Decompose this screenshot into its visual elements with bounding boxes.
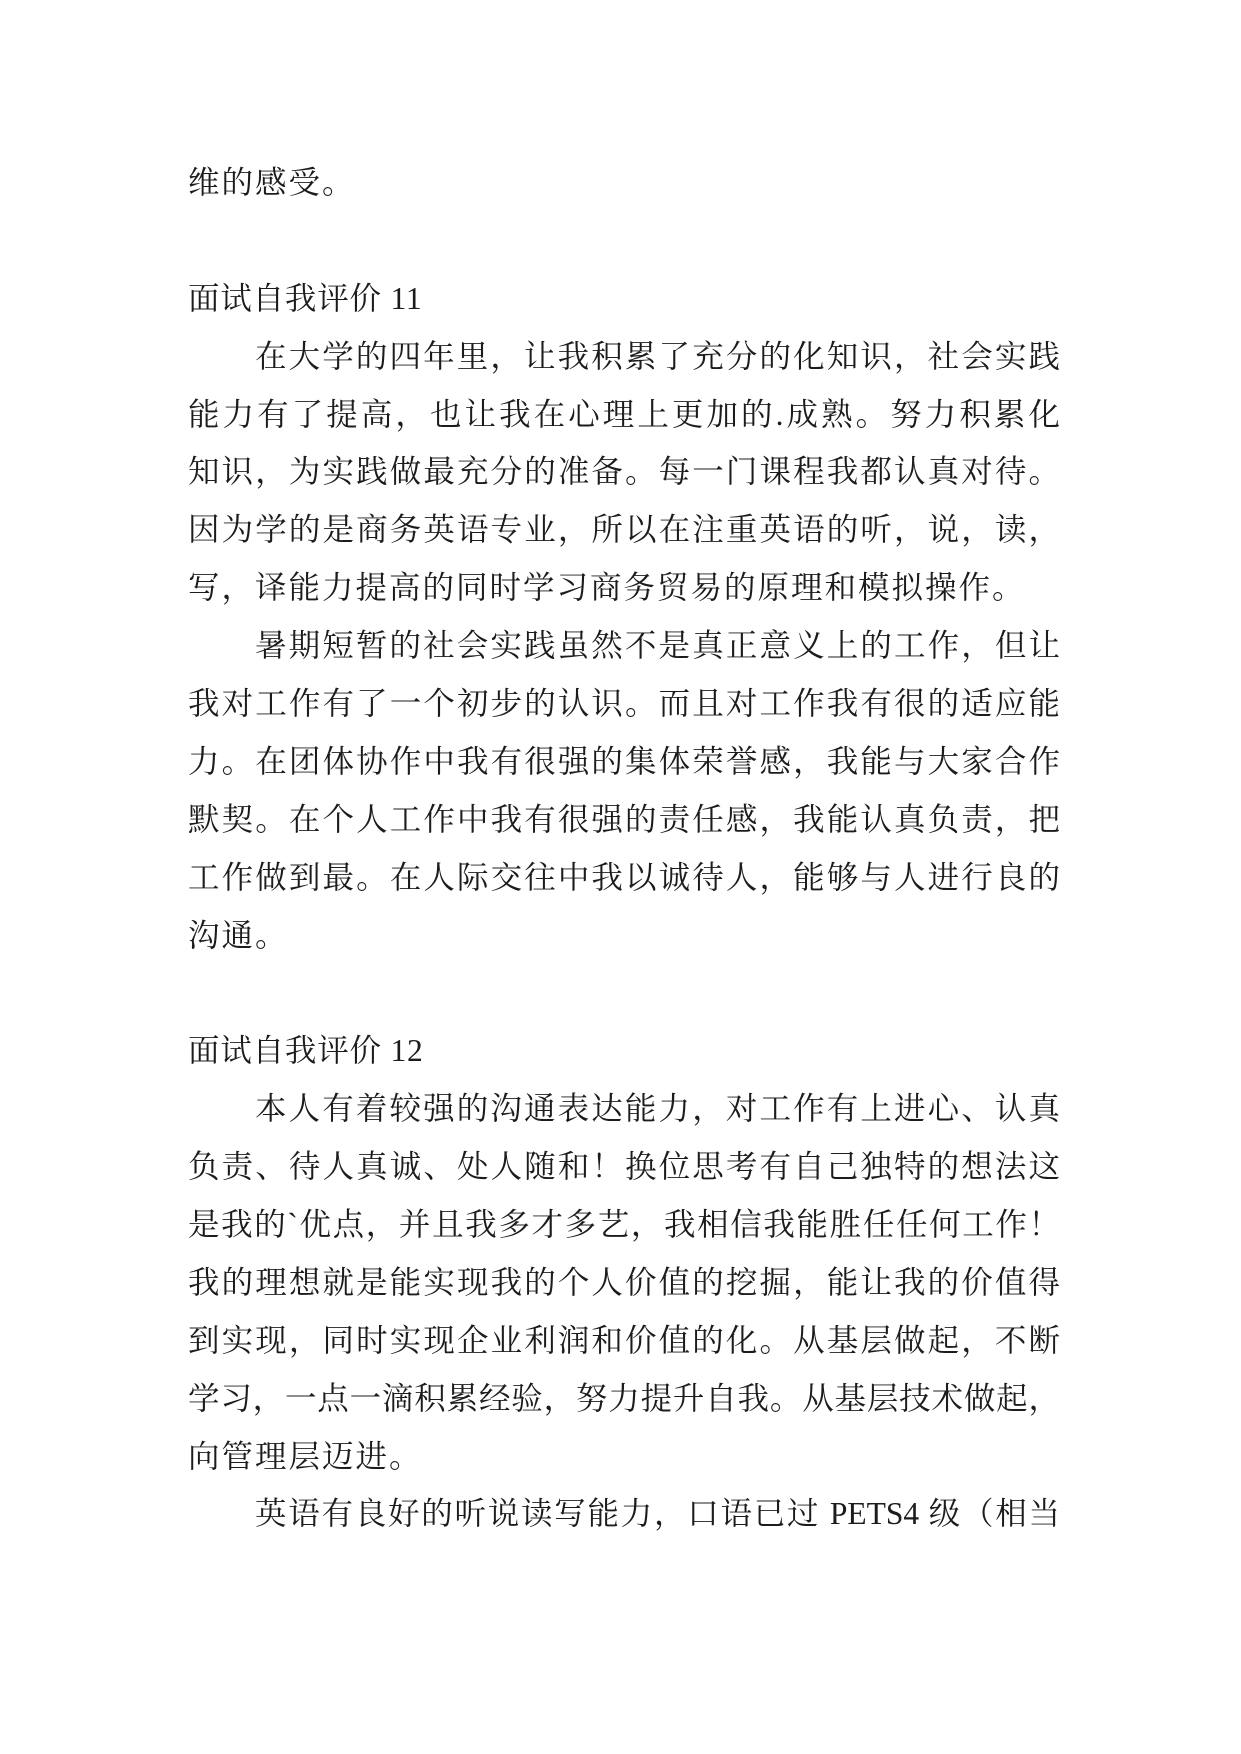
paragraph-line: 本人有着较强的沟通表达能力，对工作有上进心、认真: [255, 1091, 1060, 1127]
paragraph: [188, 617, 1060, 964]
paragraph-line: 负责、待人真诚、处人随和！换位思考有自己独特的想法这: [188, 1149, 1060, 1185]
carryover-line: 维的感受。: [188, 165, 356, 200]
paragraph-line: 写，译能力提高的同时学习商务贸易的原理和模拟操作。: [188, 570, 1026, 606]
paragraph-line: 默契。在个人工作中我有很强的责任感，我能认真负责，把: [188, 801, 1060, 837]
paragraph-line: 到实现，同时实现企业利润和价值的化。从基层做起，不断: [188, 1322, 1060, 1358]
paragraph-line: 沟通。: [188, 917, 289, 953]
paragraph-line: 英语有良好的听说读写能力，口语已过 PETS4 级（相当: [255, 1496, 1060, 1532]
document-body: [188, 154, 1060, 1543]
paragraph-line: 因为学的是商务英语专业，所以在注重英语的听，说，读，: [188, 512, 1060, 548]
paragraph-line: 我的理想就是能实现我的个人价值的挖掘，能让我的价值得: [188, 1264, 1060, 1300]
paragraph-line: 知识，为实践做最充分的准备。每一门课程我都认真对待。: [188, 454, 1060, 490]
paragraph-line: 学习，一点一滴积累经验，努力提升自我。从基层技术做起，: [188, 1380, 1060, 1416]
paragraph-line: 在大学的四年里，让我积累了充分的化知识，社会实践: [255, 338, 1060, 374]
section-11: [188, 270, 1060, 965]
section-heading: 面试自我评价 11: [188, 280, 423, 316]
paragraph-line: 暑期短暂的社会实践虽然不是真正意义上的工作，但让: [255, 628, 1060, 664]
section-heading: 面试自我评价 12: [188, 1033, 424, 1069]
paragraph-line: 能力有了提高，也让我在心理上更加的.成熟。努力积累化: [188, 396, 1060, 432]
section-12: [188, 1022, 1060, 1543]
paragraph-line: 是我的`优点，并且我多才多艺，我相信我能胜任任何工作！: [188, 1207, 1060, 1243]
paragraph: [188, 1080, 1060, 1485]
paragraph-line: 力。在团体协作中我有很强的集体荣誉感，我能与大家合作: [188, 743, 1060, 779]
paragraph: [188, 328, 1060, 617]
paragraph: [188, 1485, 1060, 1543]
paragraph-line: 向管理层迈进。: [188, 1438, 423, 1474]
paragraph-line: 工作做到最。在人际交往中我以诚待人，能够与人进行良的: [188, 859, 1060, 895]
paragraph-line: 我对工作有了一个初步的认识。而且对工作我有很的适应能: [188, 686, 1060, 722]
